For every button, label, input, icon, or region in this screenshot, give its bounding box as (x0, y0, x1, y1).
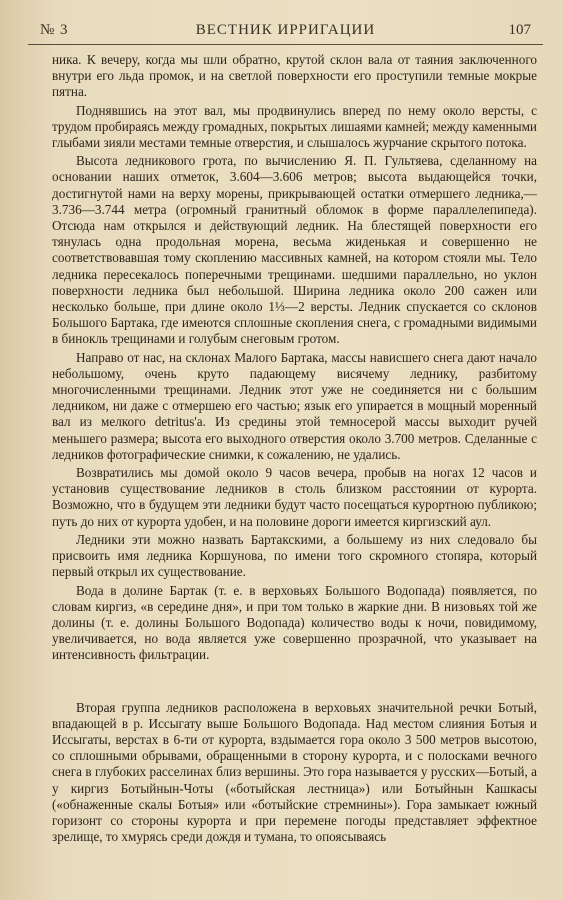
running-header (28, 22, 543, 45)
paragraph: Поднявшись на этот вал, мы продвинулись вперед по нему около версты, с трудом пробираясь между громадных, покрытых лишаями камней; между каменными глыбами зияли местами темные отверстия, и слышалось журчание скрытого потока. (52, 102, 537, 151)
paragraph: Направо от нас, на склонах Малого Бартака, массы нависшего снега дают начало небольшому, очень круто падающему висячему леднику, разбитому многочисленными трещинами. Ледник этот уже не соединяется ни с большим ледником, ни даже с отмершею его частью; язык его упирается в мощный моренный вал из мелкого detritus'a. Из средины этой темносерой массы выходит ручей меньшего размера; высота его выходного отверстия около 3.700 метров. Сделанные с ледников фотографические снимки, к сожалению, не удались. (52, 349, 537, 462)
paragraph: Возвратились мы домой около 9 часов вечера, пробыв на ногах 12 часов и установив существование ледников в столь близком расстоянии от курорта. Возможно, что в будущем эти ледники будут часто посещаться курортною публикою; путь до них от курорта удобен, и на половине дороги имеется киргизский аул. (52, 465, 537, 529)
paragraph: ника. К вечеру, когда мы шли обратно, крутой склон вала от таяния заключенного внутри его льда промок, и на светлой поверхности его проступили темные мокрые пятна. (52, 52, 537, 100)
paragraph: Вторая группа ледников расположена в верховьях значительной речки Ботый, впадающей в р. Иссыгату выше Большого Водопада. Над местом слияния Ботыя и Иссыгаты, верстах в 6-ти от курорта, вздымается гора около 3 500 метров высотою, со сплошными обрывами, обращенными в сторону курорта, и с полосками вечного снега в глубоких расселинах близ вершины. Это гора называется у русских—Ботый, а у киргиз Ботыйнын-Чоты («ботыйская лестница») или Ботыйнын Кашкасы («обнаженные скалы Ботыя» или «ботыйские стремнины»). Гора замыкает южный горизонт со стороны курорта и при перемене погоды представляет эффектное зрелище, то хмурясь среди дождя и тумана, то опоясываясь (52, 699, 537, 845)
paragraph: Вода в долине Бартак (т. е. в верховьях Большого Водопада) появляется, по словам киргиз, «в середине дня», и при том только в жаркие дни. В низовьях той же долины (т. е. долины Большого Водопада) количество воды к ночи, повидимому, увеличивается, но вода является уже совершенно прозрачной, что указывает на интенсивность фильтрации. (52, 582, 537, 663)
article-body (52, 52, 537, 847)
issue-number: № 3 (40, 22, 69, 38)
section-gap (52, 666, 537, 700)
paragraph: Высота ледникового грота, по вычислению Я. П. Гультяева, сделанному на основании наших отметок, 3.604—3.606 метров; высота выдающейся точки, достигнутой нами на верху морены, прикрывающей остатки отмершего ледника,—3.736—3.744 метра (огромный гранитный обломок в форме параллелепипеда). Отсюда нам открылся и действующий ледник. На блестящей поверхности его тянулась одна продольная морена, весьма жиденькая и совершенно не соответствовавшая тому скоплению массивных камней, на котором стояли мы. Тело ледника пересекалось поперечными трещинами. шедшими параллельно, но уклон поверхности ледника был небольшой. Ширина ледника около 200 сажен или несколько больше, при длине около 1⅓—2 версты. Ледник спускается со склонов Большого Бартака, где имеются сплошные скопления снега, с громадными видимыми в бинокль трещинами и голубым снеговым гротом. (52, 153, 537, 347)
paragraph: Ледники эти можно назвать Бартакскими, а большему из них следовало бы присвоить имя ледника Коршунова, по имени того скромного стопяра, который первый открыл их существование. (52, 531, 537, 580)
journal-title: ВЕСТНИК ИРРИГАЦИИ (195, 22, 376, 38)
page-number: 107 (508, 22, 531, 38)
